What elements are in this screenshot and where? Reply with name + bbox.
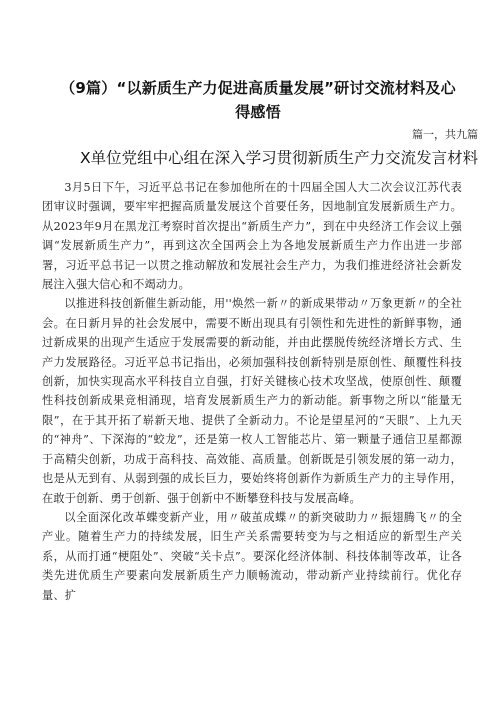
paragraph-1: 3月5日下午，习近平总书记在参加他所在的十四届全国人大二次会议江苏代表团审议时强调，要牢牢把握高质量发展这个首要任务，因地制宜发展新质生产力。从2023年9月在黑龙江考察时首次提出“新质生产力”，到在中央经济工作会议上强调“发展新质生产力”，再到这次全国两会上为各地发展新质生产力作出进一步部署，习近平总书记一以贯之推动解放和发展社会生产力，为我们推进经济社会新发展注入强大信心和不竭动力。 [42,181,462,292]
section-title: X单位党组中心组在深入学习贯彻新质生产力交流发言材料 [80,149,479,167]
document-title: （9篇）“以新质生产力促进高质量发展”研讨交流材料及心得感悟 [60,79,456,121]
document-body [42,178,462,605]
paragraph-2: 以推进科技创新催生新动能，用''焕然一新〃的新成果带动〃万象更新〃的全社会。在日新月异的社会发展中，需要不断出现具有引领性和先进性的新鲜事物，通过新成果的出现产生适应于发展需要的新动能，并由此摆脱传统经济增长方式、生产力发展路径。习近平总书记指出，必须加强科技创新特别是原创性、颠覆性科技创新，加快实现高水平科技自立自强，打好关键核心技术攻坚战，使原创性、颠覆性科技创新成果竞相涌现，培育发展新质生产力的新动能。新事物之所以“能量无限”，在于其开拓了崭新天地、提供了全新动力。不论是望星河的“天眼”、上九天的“神舟”、下深海的“蛟龙”，还是第一枚人工智能芯片、第一颗量子通信卫星都源于高精尖创新，功成于高科技、高效能、高质量。创新既是引领发展的第一动力，也是从无到有、从弱到强的成长巨力，要始终将创新作为新质生产力的主导作用，在敢于创新、勇于创新、强于创新中不断攀登科技与发展高峰。 [42,297,462,505]
part-label: 篇一，共九篇 [412,128,478,141]
paragraph-3: 以全面深化改革蝶变新产业，用〃破茧成蝶〃的新突破助力〃振翅腾飞〃的全产业。随着生产力的持续发展，旧生产关系需要转变为与之相适应的新型生产关系，从而打通“梗阻处”、突破“关卡点”。要深化经济体制、科技体制等改革，让各类先进优质生产要素向发展新质生产力顺畅流动，带动新产业持续前行。优化存量、扩 [42,510,462,602]
